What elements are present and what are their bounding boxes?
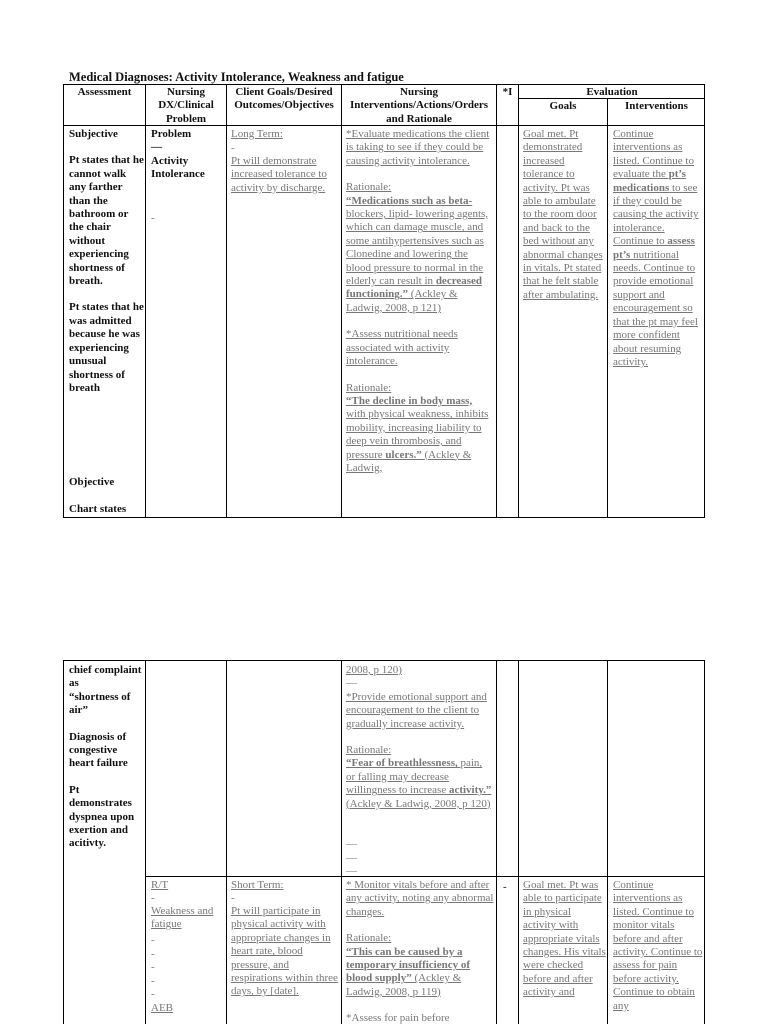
document-title: Medical Diagnoses: Activity Intolerance, Weakness and fatigue (69, 70, 404, 84)
eval-interventions-text-d: assess pt’s (613, 235, 695, 261)
rationale-1-quote-end: decreased functioning.” (346, 275, 483, 301)
interventions-cell (346, 128, 494, 475)
dx-dash-1: - (151, 892, 155, 904)
rationale-3-quote-body: pain, or falling may decrease willingness to increase (346, 757, 483, 797)
empty-line-1: — (346, 838, 357, 850)
dyspnea-statement: Pt demonstrates dyspnea upon exertion and acitivty. (69, 783, 135, 850)
header-eval-goals: Goals (549, 100, 577, 112)
intervention-assess-pain: *Assess for pain before (346, 1012, 450, 1025)
rationale-label-4: Rationale: (346, 932, 392, 945)
long-term-goal: Pt will demonstrate increased tolerance to activity by discharge. (231, 155, 327, 194)
rationale-4-citation: (Ackley & Ladwig, 2008, p 119) (346, 972, 462, 998)
star-i-dash: - (503, 881, 507, 893)
rationale-2-quote-body: with physical weakness, inhibits mobility, increasing liability to deep vein thrombosis, and pressure (346, 408, 489, 461)
header-nursing-dx: Nursing DX/Clinical Problem (158, 86, 214, 125)
short-term-dash: - (231, 892, 235, 904)
header-star-i: *I (502, 86, 513, 98)
intervention-evaluate-meds: *Evaluate medications the client is taking to see if they could be causing activity intolerance. (346, 128, 490, 167)
interventions-cell-page2 (346, 664, 494, 811)
header-evaluation: Evaluation (586, 86, 638, 98)
dx-weakness-fatigue: Weakness and fatigue (151, 905, 214, 931)
dx-aeb: AEB (151, 1002, 173, 1014)
citation-continued: 2008, p 120) (346, 664, 402, 676)
subjective-label: Subjective (69, 128, 118, 140)
rationale-2-quote-start: “The decline in body mass, (346, 394, 473, 407)
rationale-2-citation: (Ackley & Ladwig, (346, 448, 472, 474)
eval-goals-text-1: Goal met. Pt demonstrated increased tolerance to activity. Pt was able to ambulate to the room door and back to the bed without any abnormal changes in vitals. Pt stated that he felt stable after ambulating. (523, 128, 603, 301)
assessment-cell-page2 (69, 664, 144, 851)
intervention-emotional-support: *Provide emotional support and encouragement to the client to gradually increase activity. (346, 690, 487, 730)
header-eval-interventions: Interventions (625, 100, 688, 112)
diagnosis-statement: Diagnosis of congestive heart failure (69, 730, 128, 770)
eval-interventions-text-2: Continue interventions as listed. Continue to monitor vitals before and after activity. Continue to assess for pain before activity. Continue to obtain any (613, 879, 703, 1012)
rationale-4-quote-start: “This can be caused by a temporary insufficiency of (346, 945, 471, 972)
eval-interventions-text-a: Continue interventions as listed. Continue to evaluate the (613, 128, 694, 181)
eval-interventions-text-c: to see if they could be causing the activity intolerance. Continue to (613, 181, 699, 248)
dx-dash-3: - (151, 948, 155, 960)
subjective-statement-2: Pt states that he was admitted because he was experiencing unusual shortness of breath (69, 301, 144, 394)
header-nursing-interventions: Nursing Interventions/Actions/Orders and Rationale (349, 86, 489, 125)
eval-interventions-text-e: nutritional needs. Continue to provide emotional support and encouragement so that the pt may feel more confident about resuming activity. (613, 248, 698, 368)
header-assessment: Assessment (77, 86, 132, 98)
empty-line-3: — (346, 865, 357, 877)
rationale-label-1: Rationale: (346, 181, 392, 194)
intervention-monitor-vitals: * Monitor vitals before and after any activity, noting any abnormal changes. (346, 879, 494, 918)
dx-dash-2: - (151, 934, 155, 946)
intervention-dash: — (346, 677, 357, 690)
intervention-assess-nutrition: *Assess nutritional needs associated with activity intolerance. (346, 328, 458, 368)
dx-dash-5: - (151, 975, 155, 987)
dx-rt: R/T (151, 879, 169, 891)
objective-statement: Chart states (69, 503, 127, 515)
dx-dash: - (151, 212, 155, 224)
rationale-label-2: Rationale: (346, 381, 392, 394)
subjective-statement-1: Pt states that he cannot walk any farther than the bathroom or the chair without experiencing shortness of breath. (69, 154, 144, 288)
objective-label: Objective (69, 476, 115, 488)
header-client-goals: Client Goals/Desired Outcomes/Objectives (234, 86, 334, 112)
empty-line-2: — (346, 852, 357, 864)
short-term-goal: Pt will participate in physical activity with appropriate changes in heart rate, blood pressure, and respirations within three days, by [date]. (231, 905, 338, 998)
assessment-cell (69, 128, 144, 395)
rationale-4-quote-end: blood supply” (346, 972, 412, 985)
eval-interventions-text-b: pt’s medications (613, 168, 686, 194)
rationale-label-3: Rationale: (346, 744, 392, 757)
long-term-dash: - (231, 142, 235, 154)
rationale-1-quote-body: blockers, lipid- lowering agents, which can damage muscle, and some antihypertensives such as Clonedine and lowering the blood pressure to normal in the elderly can result in (346, 208, 489, 288)
dx-dash-6: - (151, 988, 155, 1000)
short-term-label: Short Term: (231, 879, 284, 891)
eval-goals-text-2: Goal met. Pt was able to participate in physical activity with appropriate vitals changes. His vitals were checked before and after activity and (523, 879, 606, 999)
eval-interventions-cell-1 (613, 128, 704, 369)
rationale-2-quote-end: ulcers.” (385, 448, 422, 461)
long-term-label: Long Term: (231, 128, 283, 140)
chief-complaint-quote: “shortness of air” (69, 690, 131, 717)
rationale-3-citation: (Ackley & Ladwig, 2008, p 120) (346, 797, 491, 810)
rationale-1-citation: (Ackley & Ladwig, 2008, p 121) (346, 288, 458, 314)
rationale-3-quote-end: activity.” (448, 784, 492, 797)
dx-problem: Activity Intolerance (151, 155, 205, 181)
interventions-cell-lower (346, 879, 494, 1026)
dx-problem-label: Problem (151, 128, 192, 140)
dx-dash-4: - (151, 961, 155, 973)
rationale-3-quote-start: “Fear of breathlessness, (346, 757, 458, 770)
chief-complaint: chief complaint as (69, 664, 142, 690)
rationale-1-quote-start: “Medications such as beta- (346, 194, 473, 207)
dx-problem-dash: — (151, 141, 162, 153)
